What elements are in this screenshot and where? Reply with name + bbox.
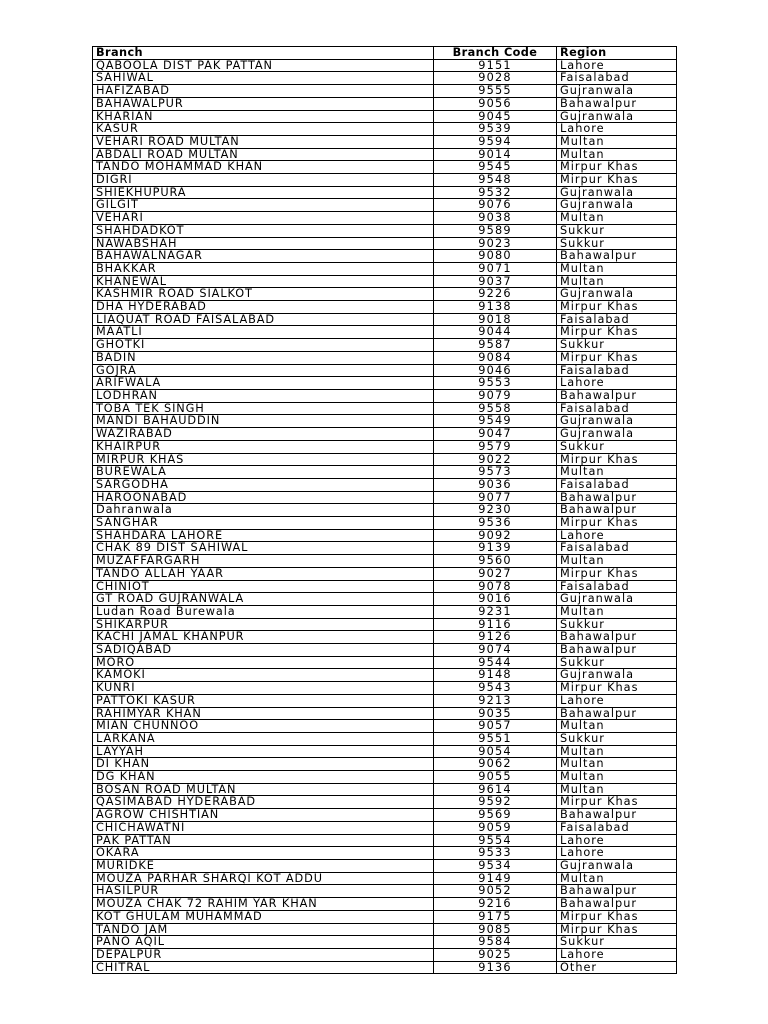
branch-name-cell: MURIDKE (93, 860, 434, 873)
branch-name-cell: BAHAWALNAGAR (93, 250, 434, 263)
branch-code-cell: 9056 (434, 97, 557, 110)
table-row (93, 796, 677, 809)
region-cell: Mirpur Khas (557, 301, 677, 314)
table-row (93, 720, 677, 733)
branch-name-cell: KHAIRPUR (93, 440, 434, 453)
branch-name-cell: BOSAN ROAD MULTAN (93, 783, 434, 796)
branch-name-cell: KUNRI (93, 682, 434, 695)
branch-name-cell: SANGHAR (93, 517, 434, 530)
branch-code-cell: 9587 (434, 339, 557, 352)
table-row (93, 326, 677, 339)
table-row (93, 110, 677, 123)
branch-code-cell: 9151 (434, 59, 557, 72)
region-cell: Multan (557, 262, 677, 275)
branch-code-cell: 9062 (434, 758, 557, 771)
branch-code-cell: 9074 (434, 644, 557, 657)
branch-name-cell: Ludan Road Burewala (93, 605, 434, 618)
region-cell: Bahawalpur (557, 644, 677, 657)
branch-code-cell: 9230 (434, 504, 557, 517)
branch-code-cell: 9614 (434, 783, 557, 796)
region-cell: Bahawalpur (557, 885, 677, 898)
branch-code-cell: 9573 (434, 466, 557, 479)
branch-code-cell: 9059 (434, 821, 557, 834)
table-row (93, 504, 677, 517)
branch-name-cell: MUZAFFARGARH (93, 555, 434, 568)
table-row (93, 758, 677, 771)
table-row (93, 605, 677, 618)
region-cell: Multan (557, 872, 677, 885)
branch-code-cell: 9080 (434, 250, 557, 263)
table-row (93, 872, 677, 885)
branch-code-cell: 9569 (434, 809, 557, 822)
table-row (93, 123, 677, 136)
branch-name-cell: ABDALI ROAD MULTAN (93, 148, 434, 161)
region-cell: Bahawalpur (557, 631, 677, 644)
table-row (93, 707, 677, 720)
region-cell: Gujranwala (557, 186, 677, 199)
branch-name-cell: DI KHAN (93, 758, 434, 771)
region-cell: Faisalabad (557, 542, 677, 555)
branch-name-cell: PAK PATTAN (93, 834, 434, 847)
table-row (93, 771, 677, 784)
region-cell: Mirpur Khas (557, 517, 677, 530)
branch-name-cell: KACHI JAMAL KHANPUR (93, 631, 434, 644)
region-cell: Sukkur (557, 656, 677, 669)
region-cell: Mirpur Khas (557, 351, 677, 364)
header-branch-code: Branch Code (434, 47, 557, 60)
region-cell: Lahore (557, 847, 677, 860)
table-row (93, 682, 677, 695)
branch-name-cell: PANO AQIL (93, 936, 434, 949)
header-row (93, 47, 677, 60)
branch-name-cell: LODHRAN (93, 389, 434, 402)
branch-code-cell: 9016 (434, 593, 557, 606)
table-row (93, 186, 677, 199)
branch-code-cell: 9035 (434, 707, 557, 720)
region-cell: Other (557, 961, 677, 974)
branch-name-cell: SHIEKHUPURA (93, 186, 434, 199)
branch-name-cell: BUREWALA (93, 466, 434, 479)
branch-code-cell: 9589 (434, 224, 557, 237)
table-row (93, 466, 677, 479)
table-row (93, 440, 677, 453)
branch-name-cell: GOJRA (93, 364, 434, 377)
branch-code-cell: 9044 (434, 326, 557, 339)
branch-name-cell: MOUZA PARHAR SHARQI KOT ADDU (93, 872, 434, 885)
branch-name-cell: HASILPUR (93, 885, 434, 898)
branch-name-cell: MORO (93, 656, 434, 669)
table-row (93, 351, 677, 364)
table-row (93, 936, 677, 949)
branch-name-cell: SHAHDARA LAHORE (93, 529, 434, 542)
table-row (93, 898, 677, 911)
region-cell: Bahawalpur (557, 97, 677, 110)
region-cell: Multan (557, 758, 677, 771)
region-cell: Mirpur Khas (557, 923, 677, 936)
region-cell: Sukkur (557, 339, 677, 352)
branch-code-cell: 9532 (434, 186, 557, 199)
table-row (93, 783, 677, 796)
branch-name-cell: MAATLI (93, 326, 434, 339)
region-cell: Multan (557, 466, 677, 479)
header-branch: Branch (93, 47, 434, 60)
branch-name-cell: BHAKKAR (93, 262, 434, 275)
region-cell: Gujranwala (557, 669, 677, 682)
table-row (93, 580, 677, 593)
table-row (93, 669, 677, 682)
table-row (93, 745, 677, 758)
branch-code-cell: 9579 (434, 440, 557, 453)
branch-name-cell: DG KHAN (93, 771, 434, 784)
branch-code-cell: 9553 (434, 377, 557, 390)
branch-name-cell: KASUR (93, 123, 434, 136)
branch-name-cell: TANDO ALLAH YAAR (93, 567, 434, 580)
branch-name-cell: LAYYAH (93, 745, 434, 758)
region-cell: Bahawalpur (557, 491, 677, 504)
table-row (93, 567, 677, 580)
branch-table (92, 46, 677, 974)
region-cell: Lahore (557, 529, 677, 542)
region-cell: Gujranwala (557, 428, 677, 441)
region-cell: Faisalabad (557, 821, 677, 834)
branch-code-cell: 9077 (434, 491, 557, 504)
table-row (93, 313, 677, 326)
branch-code-cell: 9045 (434, 110, 557, 123)
region-cell: Multan (557, 275, 677, 288)
branch-code-cell: 9079 (434, 389, 557, 402)
branch-code-cell: 9055 (434, 771, 557, 784)
region-cell: Multan (557, 605, 677, 618)
region-cell: Sukkur (557, 732, 677, 745)
table-row (93, 97, 677, 110)
region-cell: Multan (557, 745, 677, 758)
branch-name-cell: SARGODHA (93, 478, 434, 491)
branch-code-cell: 9136 (434, 961, 557, 974)
table-row (93, 288, 677, 301)
branch-name-cell: GILGIT (93, 199, 434, 212)
region-cell: Lahore (557, 59, 677, 72)
region-cell: Gujranwala (557, 593, 677, 606)
table-row (93, 174, 677, 187)
table-row (93, 732, 677, 745)
table-row (93, 224, 677, 237)
branch-code-cell: 9027 (434, 567, 557, 580)
table-row (93, 618, 677, 631)
branch-name-cell: ARIFWALA (93, 377, 434, 390)
table-row (93, 834, 677, 847)
branch-name-cell: MOUZA CHAK 72 RAHIM YAR KHAN (93, 898, 434, 911)
region-cell: Gujranwala (557, 860, 677, 873)
branch-code-cell: 9555 (434, 85, 557, 98)
table-row (93, 656, 677, 669)
table-row (93, 428, 677, 441)
branch-code-cell: 9548 (434, 174, 557, 187)
branch-code-cell: 9022 (434, 453, 557, 466)
branch-code-cell: 9092 (434, 529, 557, 542)
branch-code-cell: 9036 (434, 478, 557, 491)
table-row (93, 948, 677, 961)
table-row (93, 478, 677, 491)
branch-code-cell: 9046 (434, 364, 557, 377)
branch-code-cell: 9584 (434, 936, 557, 949)
branch-code-cell: 9078 (434, 580, 557, 593)
branch-code-cell: 9551 (434, 732, 557, 745)
branch-name-cell: LARKANA (93, 732, 434, 745)
region-cell: Faisalabad (557, 478, 677, 491)
branch-code-cell: 9138 (434, 301, 557, 314)
table-row (93, 694, 677, 707)
region-cell: Multan (557, 148, 677, 161)
table-row (93, 542, 677, 555)
branch-code-cell: 9216 (434, 898, 557, 911)
table-row (93, 923, 677, 936)
region-cell: Mirpur Khas (557, 174, 677, 187)
branch-name-cell: MIRPUR KHAS (93, 453, 434, 466)
table-row (93, 631, 677, 644)
branch-code-cell: 9148 (434, 669, 557, 682)
branch-code-cell: 9054 (434, 745, 557, 758)
branch-code-cell: 9076 (434, 199, 557, 212)
branch-name-cell: AGROW CHISHTIAN (93, 809, 434, 822)
region-cell: Gujranwala (557, 85, 677, 98)
branch-table-body (93, 59, 677, 974)
branch-list-sheet (92, 46, 676, 974)
branch-name-cell: VEHARI ROAD MULTAN (93, 135, 434, 148)
branch-name-cell: BADIN (93, 351, 434, 364)
table-row (93, 161, 677, 174)
region-cell: Multan (557, 720, 677, 733)
region-cell: Faisalabad (557, 580, 677, 593)
branch-code-cell: 9594 (434, 135, 557, 148)
branch-code-cell: 9149 (434, 872, 557, 885)
branch-name-cell: SHIKARPUR (93, 618, 434, 631)
branch-name-cell: TANDO MOHAMMAD KHAN (93, 161, 434, 174)
table-row (93, 517, 677, 530)
table-row (93, 910, 677, 923)
branch-name-cell: DHA HYDERABAD (93, 301, 434, 314)
region-cell: Multan (557, 212, 677, 225)
branch-code-cell: 9545 (434, 161, 557, 174)
branch-name-cell: WAZIRABAD (93, 428, 434, 441)
branch-name-cell: CHAK 89 DIST SAHIWAL (93, 542, 434, 555)
branch-name-cell: HAFIZABAD (93, 85, 434, 98)
region-cell: Bahawalpur (557, 504, 677, 517)
branch-code-cell: 9558 (434, 402, 557, 415)
branch-name-cell: TANDO JAM (93, 923, 434, 936)
branch-name-cell: BAHAWALPUR (93, 97, 434, 110)
table-row (93, 821, 677, 834)
branch-code-cell: 9543 (434, 682, 557, 695)
branch-name-cell: GT ROAD GUJRANWALA (93, 593, 434, 606)
branch-name-cell: QABOOLA DIST PAK PATTAN (93, 59, 434, 72)
branch-name-cell: TOBA TEK SINGH (93, 402, 434, 415)
region-cell: Lahore (557, 377, 677, 390)
region-cell: Lahore (557, 123, 677, 136)
branch-name-cell: SAHIWAL (93, 72, 434, 85)
region-cell: Mirpur Khas (557, 161, 677, 174)
branch-name-cell: MANDI BAHAUDDIN (93, 415, 434, 428)
branch-name-cell: CHICHAWATNI (93, 821, 434, 834)
region-cell: Sukkur (557, 936, 677, 949)
region-cell: Multan (557, 135, 677, 148)
region-cell: Faisalabad (557, 313, 677, 326)
branch-name-cell: KHANEWAL (93, 275, 434, 288)
region-cell: Mirpur Khas (557, 453, 677, 466)
region-cell: Gujranwala (557, 199, 677, 212)
branch-name-cell: CHINIOT (93, 580, 434, 593)
branch-code-cell: 9534 (434, 860, 557, 873)
branch-name-cell: NAWABSHAH (93, 237, 434, 250)
region-cell: Mirpur Khas (557, 682, 677, 695)
region-cell: Gujranwala (557, 415, 677, 428)
branch-name-cell: SHAHDADKOT (93, 224, 434, 237)
branch-name-cell: KHARIAN (93, 110, 434, 123)
region-cell: Sukkur (557, 440, 677, 453)
branch-name-cell: OKARA (93, 847, 434, 860)
region-cell: Faisalabad (557, 402, 677, 415)
branch-name-cell: Dahranwala (93, 504, 434, 517)
branch-code-cell: 9554 (434, 834, 557, 847)
branch-name-cell: KOT GHULAM MUHAMMAD (93, 910, 434, 923)
table-row (93, 593, 677, 606)
branch-code-cell: 9018 (434, 313, 557, 326)
branch-name-cell: DEPALPUR (93, 948, 434, 961)
branch-code-cell: 9539 (434, 123, 557, 136)
region-cell: Bahawalpur (557, 898, 677, 911)
region-cell: Bahawalpur (557, 389, 677, 402)
region-cell: Lahore (557, 834, 677, 847)
branch-code-cell: 9014 (434, 148, 557, 161)
table-row (93, 377, 677, 390)
region-cell: Multan (557, 783, 677, 796)
branch-code-cell: 9226 (434, 288, 557, 301)
branch-code-cell: 9038 (434, 212, 557, 225)
table-row (93, 847, 677, 860)
region-cell: Multan (557, 555, 677, 568)
region-cell: Gujranwala (557, 110, 677, 123)
table-row (93, 860, 677, 873)
table-row (93, 389, 677, 402)
branch-code-cell: 9544 (434, 656, 557, 669)
branch-name-cell: VEHARI (93, 212, 434, 225)
region-cell: Sukkur (557, 618, 677, 631)
branch-code-cell: 9533 (434, 847, 557, 860)
region-cell: Multan (557, 771, 677, 784)
table-row (93, 301, 677, 314)
branch-code-cell: 9126 (434, 631, 557, 644)
branch-name-cell: KASHMIR ROAD SIALKOT (93, 288, 434, 301)
branch-code-cell: 9536 (434, 517, 557, 530)
table-row (93, 415, 677, 428)
region-cell: Sukkur (557, 224, 677, 237)
branch-code-cell: 9231 (434, 605, 557, 618)
table-row (93, 491, 677, 504)
region-cell: Mirpur Khas (557, 796, 677, 809)
region-cell: Gujranwala (557, 288, 677, 301)
region-cell: Bahawalpur (557, 250, 677, 263)
branch-code-cell: 9560 (434, 555, 557, 568)
branch-code-cell: 9071 (434, 262, 557, 275)
table-row (93, 148, 677, 161)
branch-code-cell: 9028 (434, 72, 557, 85)
branch-code-cell: 9023 (434, 237, 557, 250)
table-row (93, 262, 677, 275)
table-row (93, 339, 677, 352)
branch-name-cell: MIAN CHUNNOO (93, 720, 434, 733)
branch-code-cell: 9175 (434, 910, 557, 923)
branch-code-cell: 9592 (434, 796, 557, 809)
region-cell: Sukkur (557, 237, 677, 250)
region-cell: Lahore (557, 948, 677, 961)
branch-code-cell: 9052 (434, 885, 557, 898)
table-row (93, 885, 677, 898)
table-row (93, 644, 677, 657)
region-cell: Bahawalpur (557, 707, 677, 720)
branch-name-cell: PATTOKI KASUR (93, 694, 434, 707)
branch-code-cell: 9057 (434, 720, 557, 733)
table-row (93, 453, 677, 466)
branch-name-cell: LIAQUAT ROAD FAISALABAD (93, 313, 434, 326)
branch-code-cell: 9213 (434, 694, 557, 707)
branch-name-cell: SADIQABAD (93, 644, 434, 657)
table-row (93, 809, 677, 822)
table-row (93, 275, 677, 288)
branch-code-cell: 9139 (434, 542, 557, 555)
table-row (93, 555, 677, 568)
region-cell: Mirpur Khas (557, 326, 677, 339)
table-row (93, 237, 677, 250)
table-row (93, 59, 677, 72)
branch-name-cell: KAMOKI (93, 669, 434, 682)
branch-code-cell: 9085 (434, 923, 557, 936)
branch-name-cell: DIGRI (93, 174, 434, 187)
branch-name-cell: HAROONABAD (93, 491, 434, 504)
region-cell: Lahore (557, 694, 677, 707)
branch-code-cell: 9116 (434, 618, 557, 631)
branch-table-header (93, 47, 677, 60)
table-row (93, 529, 677, 542)
table-row (93, 85, 677, 98)
branch-code-cell: 9047 (434, 428, 557, 441)
region-cell: Faisalabad (557, 72, 677, 85)
table-row (93, 135, 677, 148)
branch-code-cell: 9549 (434, 415, 557, 428)
table-row (93, 212, 677, 225)
table-row (93, 961, 677, 974)
branch-name-cell: QASIMABAD HYDERABAD (93, 796, 434, 809)
branch-code-cell: 9084 (434, 351, 557, 364)
header-region: Region (557, 47, 677, 60)
branch-name-cell: CHITRAL (93, 961, 434, 974)
region-cell: Bahawalpur (557, 809, 677, 822)
region-cell: Mirpur Khas (557, 910, 677, 923)
table-row (93, 72, 677, 85)
table-row (93, 364, 677, 377)
region-cell: Mirpur Khas (557, 567, 677, 580)
region-cell: Faisalabad (557, 364, 677, 377)
branch-name-cell: GHOTKI (93, 339, 434, 352)
branch-code-cell: 9025 (434, 948, 557, 961)
branch-name-cell: RAHIMYAR KHAN (93, 707, 434, 720)
table-row (93, 250, 677, 263)
table-row (93, 199, 677, 212)
branch-code-cell: 9037 (434, 275, 557, 288)
table-row (93, 402, 677, 415)
